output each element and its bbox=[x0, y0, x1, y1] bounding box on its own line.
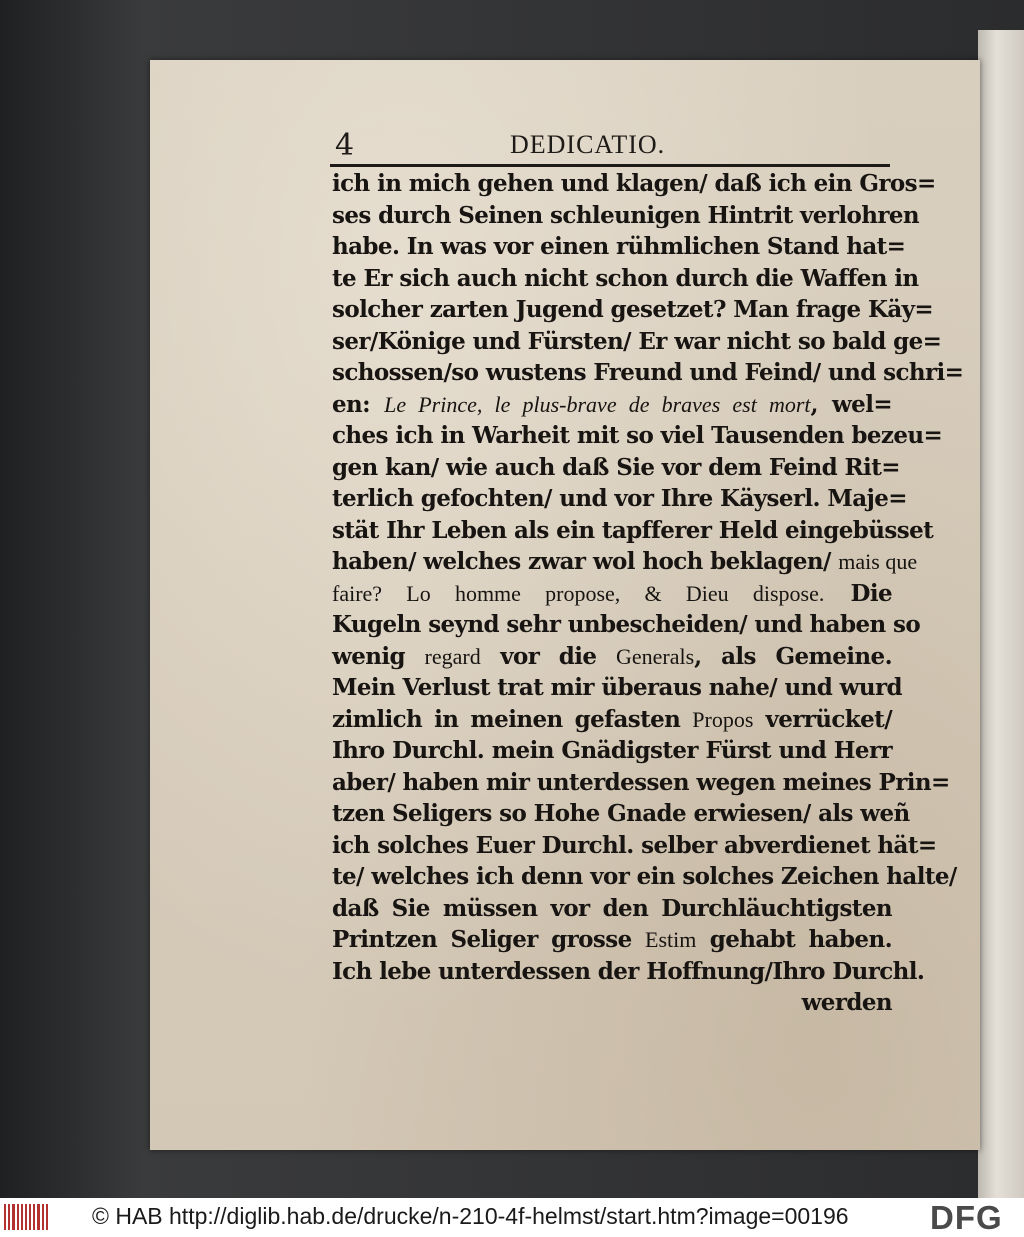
text-line bbox=[332, 798, 910, 830]
text-line bbox=[332, 263, 919, 295]
text-segment: faire? Lo homme propose, & Dieu dispose. bbox=[332, 580, 825, 606]
text-segment: aber/ haben mir unterdessen wegen meines Prin= bbox=[332, 768, 950, 796]
text-segment: Ich lebe unterdessen der Hoffnung/Ihro Durchl. bbox=[332, 957, 925, 985]
text-line bbox=[332, 420, 943, 452]
text-line bbox=[332, 389, 892, 421]
dfg-logo: DFG bbox=[930, 1199, 1003, 1236]
page-header bbox=[330, 128, 890, 168]
text-line bbox=[332, 168, 936, 200]
text-segment: Printzen Seliger grosse bbox=[332, 926, 646, 953]
text-line bbox=[332, 452, 900, 484]
text-line bbox=[332, 609, 921, 641]
catchword: werden bbox=[801, 989, 892, 1016]
text-segment: Estim bbox=[645, 927, 697, 952]
text-segment: stät Ihr Leben als ein tapfferer Held eingebüsset bbox=[332, 516, 934, 544]
text-line bbox=[332, 357, 964, 389]
page-number: 4 bbox=[335, 128, 355, 163]
text-line bbox=[332, 326, 942, 358]
text-line bbox=[332, 483, 907, 515]
text-segment: gehabt haben. bbox=[696, 926, 892, 953]
text-line bbox=[332, 956, 925, 988]
text-segment: wenig bbox=[332, 642, 425, 670]
text-segment: ich in mich gehen und klagen/ daß ich ein Gros= bbox=[332, 170, 936, 197]
text-segment: ich solches Euer Durchl. selber abverdienet hät= bbox=[332, 831, 937, 859]
text-segment: gen kan/ wie auch daß Sie vor dem Feind Rit= bbox=[332, 453, 900, 481]
text-line bbox=[332, 861, 957, 893]
text-segment: Mein Verlust trat mir überaus nahe/ und wurd bbox=[332, 674, 902, 701]
text-segment: te/ welches ich denn vor ein solches Zeichen halte/ bbox=[332, 863, 957, 890]
footer-credit-link[interactable]: © HAB http://diglib.hab.de/drucke/n-210-4f-helmst/start.htm?image=00196 bbox=[92, 1203, 849, 1229]
text-segment: Ihro Durchl. mein Gnädigster Fürst und Herr bbox=[332, 737, 892, 764]
text-segment: solcher zarten Jugend gesetzet? Man frage Käy= bbox=[332, 296, 934, 323]
book-page bbox=[150, 60, 980, 1150]
text-segment: ches ich in Warheit mit so viel Tausenden bezeu= bbox=[332, 422, 943, 449]
text-line bbox=[332, 735, 892, 767]
text-segment: te Er sich auch nicht schon durch die Waffen in bbox=[332, 264, 919, 292]
text-segment: ses durch Seinen schleunigen Hintrit verlohren bbox=[332, 201, 920, 229]
text-segment: vor die bbox=[480, 642, 616, 670]
text-line bbox=[332, 200, 920, 232]
text-line bbox=[332, 294, 934, 326]
header-rule bbox=[330, 164, 890, 167]
text-line bbox=[332, 893, 892, 925]
body-text bbox=[332, 168, 964, 1019]
text-segment: Le Prince, le plus-brave de braves est mort bbox=[384, 391, 811, 417]
text-segment: habe. In was vor einen rühmlichen Stand hat= bbox=[332, 233, 906, 260]
text-line bbox=[332, 641, 892, 673]
text-segment: haben/ welches zwar wol hoch beklagen/ bbox=[332, 548, 839, 575]
text-line bbox=[332, 672, 902, 704]
text-segment: mais que bbox=[838, 549, 918, 574]
text-line bbox=[332, 704, 892, 736]
text-line bbox=[332, 578, 892, 610]
text-segment: en: bbox=[332, 390, 385, 418]
adjacent-page-edge bbox=[978, 30, 1024, 1198]
text-segment: , als Gemeine. bbox=[694, 642, 892, 670]
text-segment: verrücket/ bbox=[753, 705, 892, 733]
text-segment: daß Sie müssen vor den Durchläuchtigsten bbox=[332, 894, 892, 922]
text-line bbox=[332, 231, 906, 263]
footer-bar bbox=[0, 1198, 1024, 1237]
text-line bbox=[332, 924, 892, 956]
text-segment: terlich gefochten/ und vor Ihre Käyserl. Maje= bbox=[332, 485, 907, 512]
text-segment: , wel= bbox=[810, 390, 893, 418]
text-segment: Die bbox=[824, 579, 892, 607]
library-logo-icon bbox=[4, 1204, 48, 1230]
text-segment: Propos bbox=[692, 706, 754, 732]
text-segment: regard bbox=[424, 643, 481, 669]
text-segment: schossen/so wustens Freund und Feind/ und schri= bbox=[332, 359, 964, 386]
text-segment: zimlich in meinen gefasten bbox=[332, 705, 693, 733]
text-line bbox=[332, 546, 918, 578]
text-segment: tzen Seligers so Hohe Gnade erwiesen/ als weñ bbox=[332, 800, 910, 827]
text-line bbox=[332, 830, 937, 862]
text-segment: Generals bbox=[615, 643, 695, 669]
text-segment: Kugeln seynd sehr unbescheiden/ und haben so bbox=[332, 611, 921, 638]
text-line bbox=[332, 767, 950, 799]
text-line bbox=[332, 515, 934, 547]
text-segment: ser/Könige und Fürsten/ Er war nicht so bald ge= bbox=[332, 327, 942, 355]
running-head: DEDICATIO. bbox=[510, 130, 666, 159]
